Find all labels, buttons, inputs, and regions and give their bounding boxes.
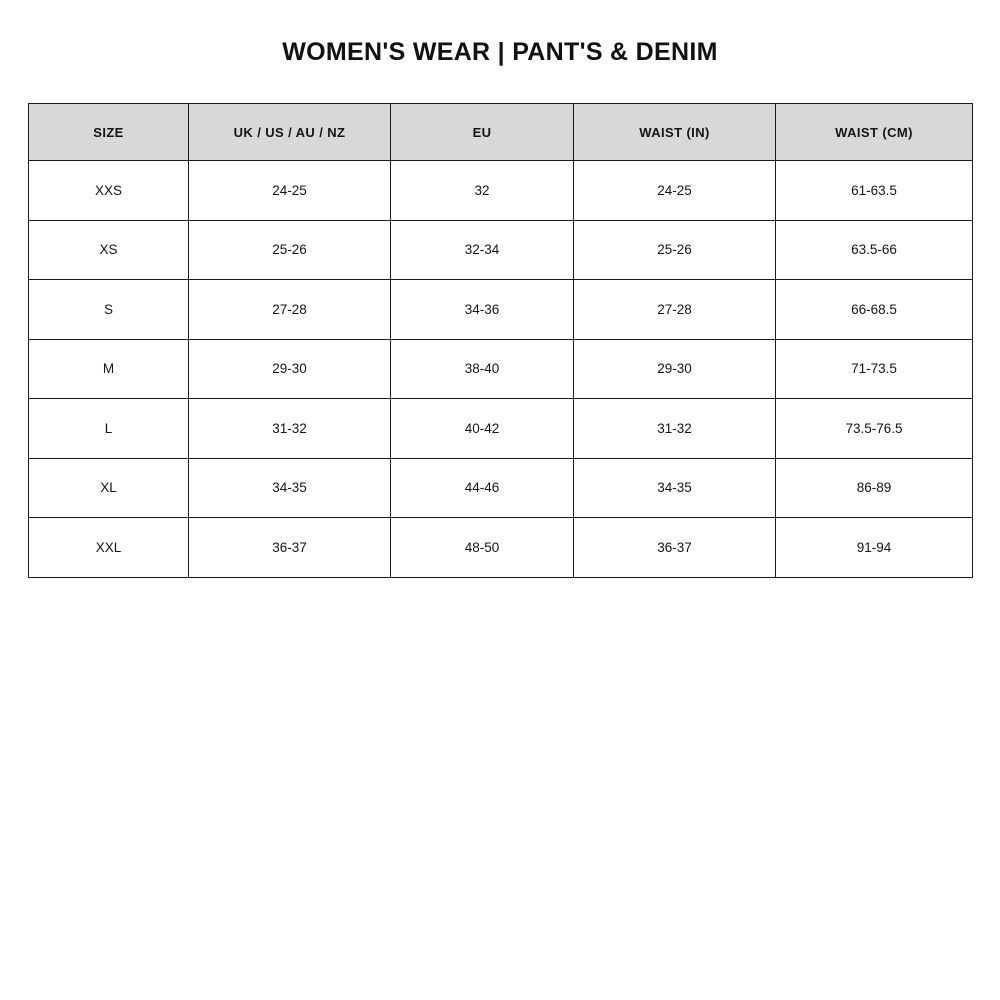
table-row [29, 518, 973, 578]
cell-waist-in: 36-37 [574, 518, 776, 578]
cell-waist-cm: 71-73.5 [776, 339, 973, 399]
cell-size: L [29, 399, 189, 459]
cell-size: XS [29, 220, 189, 280]
cell-waist-cm: 66-68.5 [776, 280, 973, 340]
table-body [29, 161, 973, 578]
cell-eu: 40-42 [391, 399, 574, 459]
cell-waist-cm: 86-89 [776, 458, 973, 518]
cell-waist-in: 24-25 [574, 161, 776, 221]
cell-uk-us-au-nz: 27-28 [189, 280, 391, 340]
table-row [29, 339, 973, 399]
cell-eu: 38-40 [391, 339, 574, 399]
table-row [29, 399, 973, 459]
table-header [29, 104, 973, 161]
cell-waist-in: 31-32 [574, 399, 776, 459]
cell-eu: 32 [391, 161, 574, 221]
cell-eu: 34-36 [391, 280, 574, 340]
cell-uk-us-au-nz: 34-35 [189, 458, 391, 518]
cell-size: XXS [29, 161, 189, 221]
cell-waist-in: 27-28 [574, 280, 776, 340]
cell-waist-cm: 61-63.5 [776, 161, 973, 221]
cell-waist-cm: 73.5-76.5 [776, 399, 973, 459]
cell-waist-in: 25-26 [574, 220, 776, 280]
cell-uk-us-au-nz: 36-37 [189, 518, 391, 578]
cell-waist-cm: 91-94 [776, 518, 973, 578]
cell-size: S [29, 280, 189, 340]
cell-uk-us-au-nz: 29-30 [189, 339, 391, 399]
column-header-size: SIZE [29, 104, 189, 161]
cell-uk-us-au-nz: 24-25 [189, 161, 391, 221]
column-header-waist-in: WAIST (IN) [574, 104, 776, 161]
column-header-eu: EU [391, 104, 574, 161]
column-header-waist-cm: WAIST (CM) [776, 104, 973, 161]
cell-waist-in: 29-30 [574, 339, 776, 399]
table-header-row [29, 104, 973, 161]
cell-size: XL [29, 458, 189, 518]
cell-size: M [29, 339, 189, 399]
size-chart-table [28, 103, 973, 578]
cell-uk-us-au-nz: 31-32 [189, 399, 391, 459]
cell-eu: 44-46 [391, 458, 574, 518]
cell-waist-cm: 63.5-66 [776, 220, 973, 280]
column-header-uk-us-au-nz: UK / US / AU / NZ [189, 104, 391, 161]
page-title: WOMEN'S WEAR | PANT'S & DENIM [282, 38, 718, 66]
table-row [29, 220, 973, 280]
table-row [29, 161, 973, 221]
cell-eu: 32-34 [391, 220, 574, 280]
size-chart-table-container [28, 103, 972, 578]
cell-waist-in: 34-35 [574, 458, 776, 518]
cell-uk-us-au-nz: 25-26 [189, 220, 391, 280]
cell-eu: 48-50 [391, 518, 574, 578]
table-row [29, 280, 973, 340]
cell-size: XXL [29, 518, 189, 578]
table-row [29, 458, 973, 518]
